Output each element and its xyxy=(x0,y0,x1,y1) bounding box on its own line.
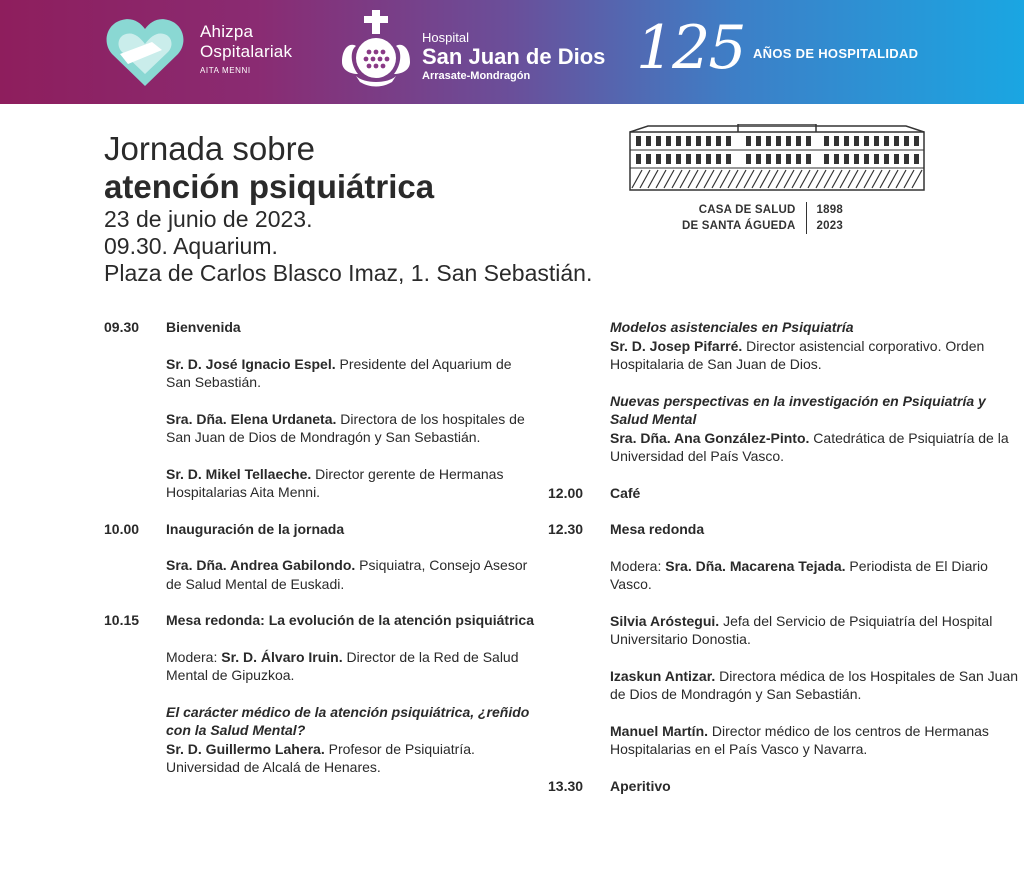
hospital-logo xyxy=(336,8,606,94)
casa-year-start: 1898 xyxy=(816,204,843,216)
heart-logo-icon xyxy=(104,14,186,90)
anniversary-badge xyxy=(636,13,919,83)
ahizpa-line1: Ahizpa xyxy=(200,22,254,41)
event-title-block xyxy=(104,130,592,287)
agenda-item-mesa-redonda-1 xyxy=(104,611,534,777)
casa-name-line1: CASA DE SALUD xyxy=(698,204,796,216)
session-title: Mesa redonda: La evolución de la atención psiquiátrica xyxy=(166,612,534,628)
time-1000: 10.00 xyxy=(104,520,140,537)
ahizpa-logo xyxy=(104,10,314,92)
speaker-entry: Manuel Martín. Director médico de los centros de Hermanas Hospitalarias en el País Vasco y Navarra. xyxy=(610,722,989,757)
agenda-item-bienvenida xyxy=(104,318,534,502)
agenda-right-column xyxy=(548,318,1018,795)
agenda-item-mesa-redonda-2 xyxy=(548,520,1018,759)
ahizpa-line3: AITA MENNI xyxy=(200,66,251,75)
time-1330: 13.30 xyxy=(548,777,584,794)
talk-title: El carácter médico de la atención psiquiátrica, ¿reñido con la Salud Mental? xyxy=(166,703,530,738)
ahizpa-line2: Ospitalariak xyxy=(200,42,293,61)
hospital-line1: Hospital xyxy=(422,30,469,45)
session-title: Bienvenida xyxy=(166,319,241,335)
event-date: 23 de junio de 2023. xyxy=(104,206,313,232)
agenda-item-cafe xyxy=(548,484,1018,503)
agenda-left-column xyxy=(104,318,534,777)
time-1230: 12.30 xyxy=(548,521,584,537)
speaker-entry: Sra. Dña. Elena Urdaneta. Directora de los hospitales de San Juan de Dios de Mondragón y San Sebastián. xyxy=(166,410,525,445)
speaker-entry: Sr. D. Guillermo Lahera. Profesor de Psiquiatría. Universidad de Alcalá de Henares. xyxy=(166,740,475,775)
pomegranate-cross-icon xyxy=(336,8,416,88)
casa-name-line2: DE SANTA ÁGUEDA xyxy=(682,220,796,232)
hospital-line2: San Juan de Dios xyxy=(422,44,606,69)
event-time-place: 09.30. Aquarium. xyxy=(104,233,278,259)
header-band xyxy=(0,0,1024,104)
speaker-entry: Sra. Dña. Ana González-Pinto. Catedrática de Psiquiatría de la Universidad del País Vasco. xyxy=(610,429,1009,464)
session-title: Aperitivo xyxy=(610,777,671,794)
speaker-entry: Sra. Dña. Andrea Gabilondo. Psiquiatra, Consejo Asesor de Salud Mental de Euskadi. xyxy=(166,557,528,592)
session-title: Café xyxy=(610,484,641,501)
session-title: Mesa redonda xyxy=(610,521,705,537)
agenda-item-inauguracion xyxy=(104,520,534,594)
agenda-item-aperitivo xyxy=(548,777,1018,796)
title-line2: atención psiquiátrica xyxy=(104,168,435,205)
talk-title: Nuevas perspectivas en la investigación en Psiquiatría y Salud Mental xyxy=(610,392,986,427)
speaker-entry: Sr. D. Josep Pifarré. Director asistencial corporativo. Orden Hospitalaria de San Juan de Dios. xyxy=(610,337,985,372)
anniversary-text: AÑOS DE HOSPITALIDAD xyxy=(752,45,919,61)
speaker-entry: Izaskun Antizar. Directora médica de los Hospitales de San Juan de Dios de Mondragón y San Sebastián. xyxy=(610,667,1019,702)
time-1200: 12.00 xyxy=(548,484,584,501)
session-title: Inauguración de la jornada xyxy=(166,520,345,537)
casa-de-salud-caption xyxy=(682,202,843,234)
event-address: Plaza de Carlos Blasco Imaz, 1. San Sebastián. xyxy=(104,260,593,286)
casa-year-end: 2023 xyxy=(816,220,843,232)
time-0930: 09.30 xyxy=(104,319,140,335)
moderator-entry: Modera: Sra. Dña. Macarena Tejada. Periodista de El Diario Vasco. xyxy=(610,557,988,592)
speaker-entry: Sr. D. Mikel Tellaeche. Director gerente de Hermanas Hospitalarias Aita Menni. xyxy=(166,465,504,500)
moderator-entry: Modera: Sr. D. Álvaro Iruin. Director de la Red de Salud Mental de Gipuzkoa. xyxy=(166,648,519,683)
agenda-item-talk-modelos xyxy=(548,318,1018,466)
talk-title: Modelos asistenciales en Psiquiatría xyxy=(610,319,854,335)
speaker-entry: Sr. D. José Ignacio Espel. Presidente del Aquarium de San Sebastián. xyxy=(166,355,512,390)
building-illustration xyxy=(628,124,926,194)
time-1015: 10.15 xyxy=(104,612,140,628)
hospital-line3: Arrasate-Mondragón xyxy=(422,70,531,82)
title-line1: Jornada sobre xyxy=(104,130,315,167)
speaker-entry: Silvia Aróstegui. Jefa del Servicio de Psiquiatría del Hospital Universitario Donostia. xyxy=(610,612,993,647)
anniversary-number: 125 xyxy=(636,13,745,83)
